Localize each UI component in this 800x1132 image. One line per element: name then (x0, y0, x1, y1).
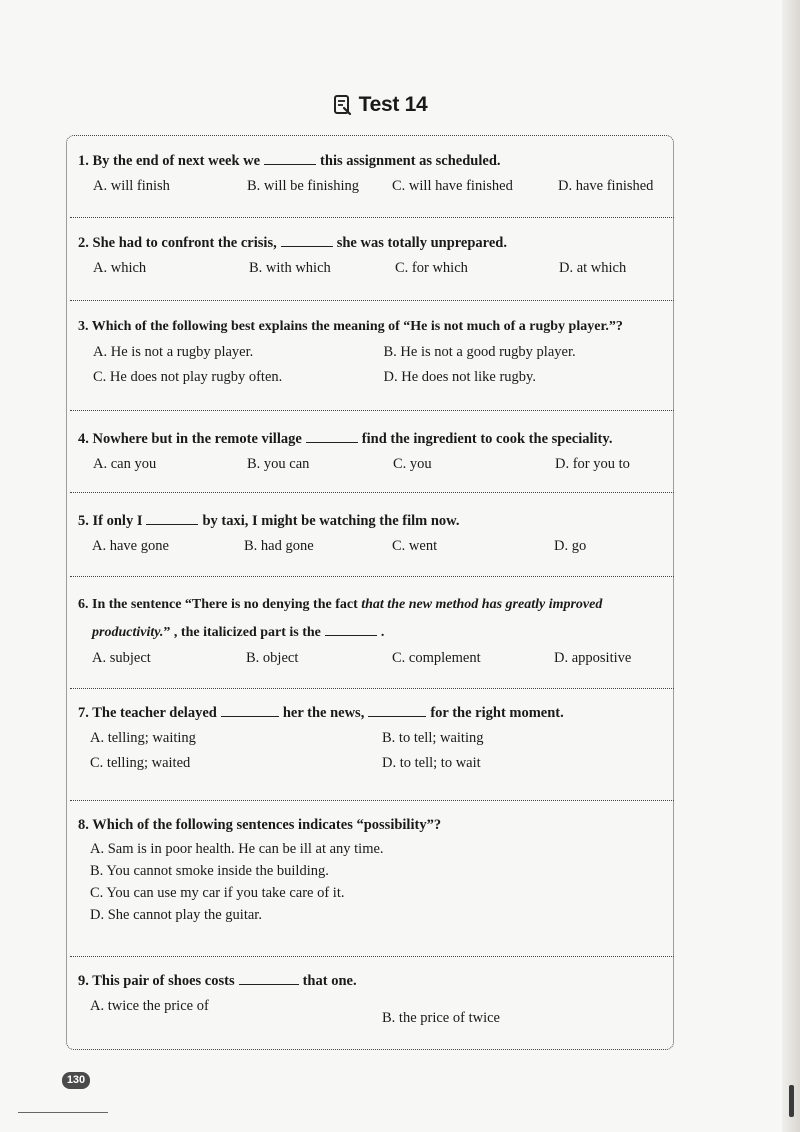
page-title (0, 93, 760, 117)
option-b[interactable]: B. will be finishing (247, 178, 359, 194)
question-stem-end: that one. (302, 973, 357, 989)
question-stem: In the sentence “There is no denying the fact (92, 597, 358, 612)
question-italic-part: that the new method has greatly improved (361, 597, 603, 612)
question-stem: ” , the italicized part is the (163, 625, 321, 640)
question-stem-end: by taxi, I might be watching the film now. (202, 513, 460, 529)
option-b[interactable]: B. He is not a good rugby player. (383, 344, 576, 360)
option-c[interactable]: C. He does not play rugby often. (93, 369, 283, 385)
question-stem-end: for the right moment. (430, 705, 564, 721)
option-b[interactable]: B. to tell; waiting (382, 730, 484, 746)
question-2 (78, 232, 674, 277)
option-b[interactable]: B. with which (249, 260, 331, 276)
question-number: 6. (78, 597, 89, 612)
question-6 (78, 594, 674, 667)
question-1 (78, 150, 674, 195)
answer-blank (306, 430, 358, 443)
divider (70, 300, 674, 301)
question-3 (78, 316, 674, 386)
question-stem-end: this assignment as scheduled. (320, 153, 501, 169)
question-stem: By the end of next week we (92, 153, 261, 169)
option-d[interactable]: D. appositive (554, 650, 632, 666)
question-italic-part: productivity. (92, 625, 164, 640)
page-spine (789, 1085, 794, 1117)
question-9 (78, 970, 674, 1027)
divider (70, 410, 674, 411)
answer-blank (221, 704, 279, 717)
answer-blank (239, 972, 299, 985)
question-number: 4. (78, 431, 89, 447)
answer-blank (281, 234, 333, 247)
divider (70, 576, 674, 577)
question-stem: This pair of shoes costs (92, 973, 235, 989)
divider (70, 217, 674, 218)
option-a[interactable]: A. have gone (92, 538, 169, 554)
option-a[interactable]: A. twice the price of (90, 998, 209, 1014)
question-number: 7. (78, 705, 89, 721)
divider (70, 800, 674, 801)
question-number: 9. (78, 973, 89, 989)
question-stem-end: she was totally unprepared. (336, 235, 507, 251)
option-a[interactable]: A. will finish (93, 178, 170, 194)
option-d[interactable]: D. She cannot play the guitar. (90, 907, 262, 923)
answer-blank (368, 704, 426, 717)
question-stem: She had to confront the crisis, (92, 235, 277, 251)
option-b[interactable]: B. had gone (244, 538, 314, 554)
option-b[interactable]: B. you can (247, 456, 310, 472)
answer-blank (325, 623, 377, 636)
option-b[interactable]: B. the price of twice (382, 1010, 500, 1026)
option-a[interactable]: A. subject (92, 650, 151, 666)
answer-blank (264, 152, 316, 165)
answer-blank (146, 512, 198, 525)
option-d[interactable]: D. have finished (558, 178, 654, 194)
option-d[interactable]: D. at which (559, 260, 627, 276)
option-d[interactable]: D. go (554, 538, 587, 554)
question-4 (78, 428, 674, 473)
divider (70, 492, 674, 493)
option-a[interactable]: A. He is not a rugby player. (93, 344, 254, 360)
question-stem-end: . (380, 625, 385, 640)
option-c[interactable]: C. for which (395, 260, 468, 276)
option-a[interactable]: A. Sam is in poor health. He can be ill at any time. (90, 841, 384, 857)
question-number: 5. (78, 513, 89, 529)
question-stem: The teacher delayed (92, 705, 217, 721)
option-a[interactable]: A. telling; waiting (90, 730, 196, 746)
option-c[interactable]: C. went (392, 538, 438, 554)
question-number: 3. (78, 319, 89, 334)
option-d[interactable]: D. to tell; to wait (382, 755, 481, 771)
page-edge (782, 0, 800, 1132)
page-number: 130 (62, 1072, 90, 1089)
question-5 (78, 510, 674, 555)
option-c[interactable]: C. telling; waited (90, 755, 191, 771)
question-stem-middle: her the news, (282, 705, 365, 721)
option-d[interactable]: D. He does not like rugby. (383, 369, 536, 385)
question-stem: Which of the following sentences indicates “possibility”? (92, 817, 442, 833)
option-c[interactable]: C. You can use my car if you take care of it. (90, 885, 345, 901)
question-stem: Which of the following best explains the meaning of “He is not much of a rugby player.”? (91, 319, 623, 334)
bottom-rule (18, 1112, 108, 1113)
question-stem-end: find the ingredient to cook the speciality. (361, 431, 613, 447)
question-stem: If only I (92, 513, 143, 529)
title-text: Test 14 (358, 93, 428, 116)
option-c[interactable]: C. will have finished (392, 178, 513, 194)
divider (70, 956, 674, 957)
option-c[interactable]: C. you (393, 456, 432, 472)
option-a[interactable]: A. can you (93, 456, 157, 472)
option-d[interactable]: D. for you to (555, 456, 630, 472)
question-number: 8. (78, 817, 89, 833)
option-a[interactable]: A. which (93, 260, 147, 276)
question-8 (78, 814, 674, 924)
question-number: 1. (78, 153, 89, 169)
option-b[interactable]: B. You cannot smoke inside the building. (90, 863, 329, 879)
option-c[interactable]: C. complement (392, 650, 481, 666)
question-7 (78, 702, 674, 772)
question-stem: Nowhere but in the remote village (92, 431, 302, 447)
divider (70, 688, 674, 689)
question-number: 2. (78, 235, 89, 251)
option-b[interactable]: B. object (246, 650, 299, 666)
test-document-icon (333, 94, 353, 116)
